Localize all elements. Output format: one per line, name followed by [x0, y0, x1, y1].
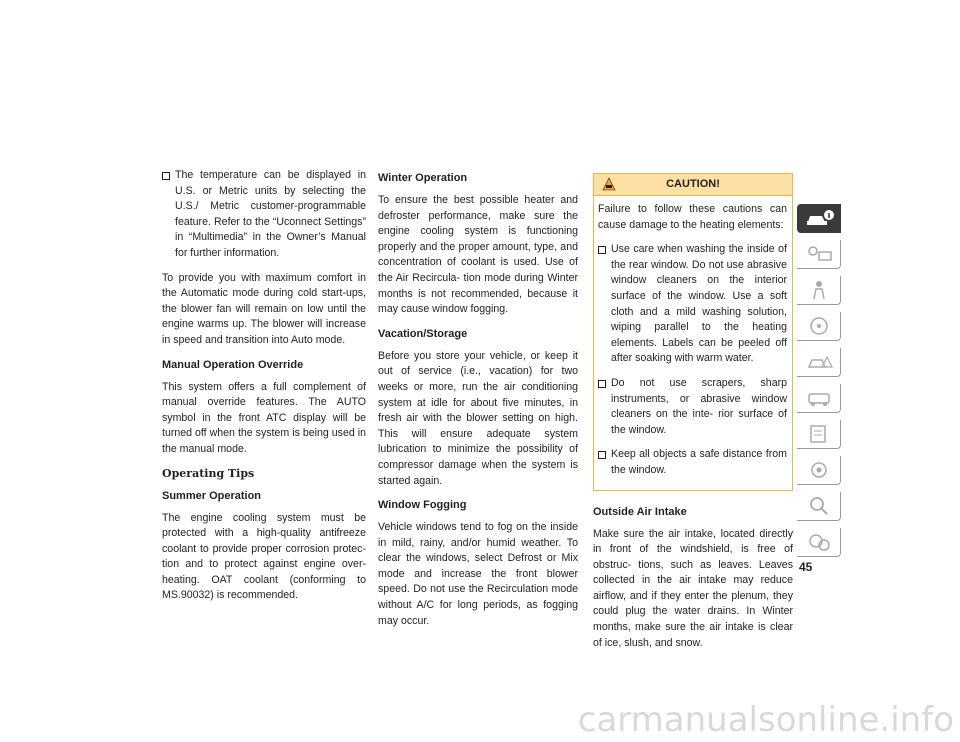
paragraph-auto-mode: To provide you with maximum comfort in the Automatic mode during cold start-ups, the blower fan will remain on low until the engine warms up. The blower will increase in speed and transition into Auto mode.: [162, 271, 366, 346]
paragraph-window-fogging: Vehicle windows tend to fog on the inside in mild, rainy, and/or humid weather. To clear the windows, select Defrost or Mix mode and increase the front blower speed. Do not use the Recirculation mode without A/C for long periods, as fogging may occur.: [378, 521, 578, 627]
chapter-tab-strip: [797, 204, 841, 564]
heading-vacation-storage: Vacation/Storage: [378, 327, 468, 340]
car-crash-warning-icon: [805, 351, 835, 373]
bullet-square-icon: [598, 380, 606, 388]
caution-intro: Failure to follow these cautions can cause damage to the heating elements:: [598, 203, 787, 231]
tab-search-index[interactable]: [797, 492, 841, 521]
caution-item: [598, 447, 787, 478]
settings-list-icon: [805, 423, 835, 445]
tab-language[interactable]: [797, 528, 841, 557]
bullet-square-icon: [598, 451, 606, 459]
caution-item: [598, 242, 787, 367]
bullet-square-icon: [162, 172, 170, 180]
steering-wheel-icon: [805, 315, 835, 337]
heading-manual-override: Manual Operation Override: [162, 358, 304, 371]
caution-item: [598, 376, 787, 438]
caution-box: [593, 173, 793, 491]
tab-car-info[interactable]: [797, 204, 841, 233]
bullet-item: [162, 168, 366, 262]
caution-item-text: Do not use scrapers, sharp instruments, or abrasive window cleaners on the inte- rior surface of the window.: [611, 376, 787, 436]
caution-item-text: Use care when washing the inside of the rear window. Do not use abrasive window cleaners on the interior surface of the window. Use a soft cloth and a mild washing solution, wiping parallel to the heating elements. Labels can be peeled off after soaking with warm water.: [611, 243, 787, 365]
paragraph-winter-operation: To ensure the best possible heater and defroster performance, make sure the engine cooling system is functioning properly and the proper amount, type, and concentration of coolant is used. Use of the Air Recircula- tion mode during Winter months is not recommended, because it may cause window fogging.: [378, 194, 578, 316]
paragraph-summer-operation: The engine cooling system must be protected with a high-quality antifreeze coolant to provide proper corrosion protec- tion and to protect against engine over- heating. OAT coolant (conforming to MS.90032) is recommended.: [162, 511, 366, 602]
keys-message-icon: [805, 243, 835, 265]
heading-outside-air-intake: Outside Air Intake: [593, 505, 687, 518]
audio-media-icon: [805, 459, 835, 481]
tab-keys-message[interactable]: [797, 240, 841, 269]
language-icon: [805, 531, 835, 553]
column-middle: [378, 168, 578, 638]
column-right: [593, 173, 793, 660]
tab-seatbelt-airbag[interactable]: [797, 276, 841, 305]
watermark: carmanualsonline.info: [577, 700, 954, 740]
heading-operating-tips: Operating Tips: [162, 466, 255, 480]
paragraph-outside-air-intake: Make sure the air intake, located directly in front of the windshield, is free of obstruc- tions, such as leaves. Leaves collected in the air intake may reduce airflow, and if they enter the plenum, they could plug the water drains. In Winter months, make sure the air intake is clear of ice, slush, and snow.: [593, 527, 793, 649]
paragraph-vacation-storage: Before you store your vehicle, or keep it out of service (i.e., vacation) for two weeks or more, run the air conditioning system at idle for about five minutes, in fresh air with the blower setting on high. This will ensure adequate system lubrication to minimize the possibility of compressor damage when the system is started again.: [378, 349, 578, 487]
tab-car-service[interactable]: [797, 384, 841, 413]
tab-audio-media[interactable]: [797, 456, 841, 485]
heading-window-fogging: Window Fogging: [378, 499, 467, 512]
car-info-icon: [805, 207, 835, 229]
page-number: 45: [799, 560, 813, 574]
caution-item-text: Keep all objects a safe distance from the window.: [611, 448, 787, 476]
tab-settings-list[interactable]: [797, 420, 841, 449]
heading-winter-operation: Winter Operation: [378, 172, 468, 184]
seatbelt-airbag-icon: [805, 279, 835, 301]
search-index-icon: [805, 495, 835, 517]
caution-body: [594, 196, 792, 490]
car-service-icon: [805, 387, 835, 409]
column-left: [162, 168, 366, 613]
tab-car-crash-warning[interactable]: [797, 348, 841, 377]
bullet-text: The temperature can be displayed in U.S. or Metric units by selecting the U.S./ Metric customer-programmable feature. Refer to the “Uconnect Settings” in “Multimedia” in the Owner’s Manual for further information.: [175, 169, 366, 259]
bullet-square-icon: [598, 246, 606, 254]
caution-title: CAUTION!: [666, 178, 720, 190]
tab-steering-wheel[interactable]: [797, 312, 841, 341]
heading-summer-operation: Summer Operation: [162, 489, 262, 502]
caution-header: [594, 174, 792, 196]
paragraph-manual-override: This system offers a full complement of manual override features. The AUTO symbol in the front ATC display will be turned off when the system is being used in the manual mode.: [162, 380, 366, 455]
